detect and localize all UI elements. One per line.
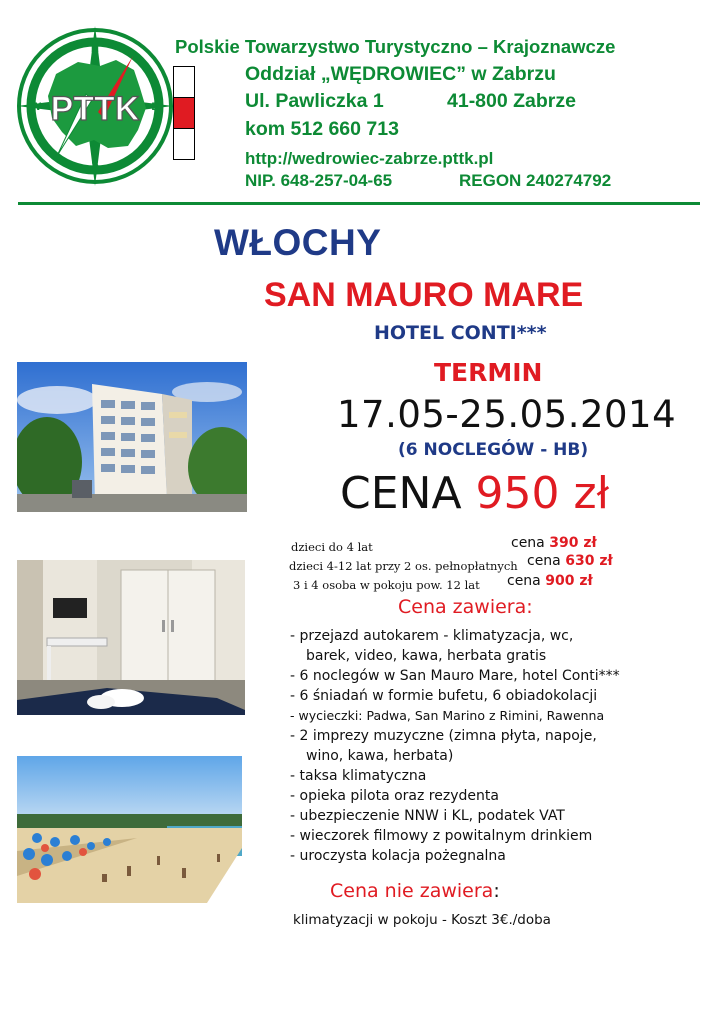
zip-city: 41-800 Zabrze xyxy=(447,90,576,112)
excludes-title xyxy=(330,880,500,902)
list-item: - 2 imprezy muzyczne (zimna płyta, napoje, xyxy=(290,728,597,744)
nights-info: (6 NOCLEGÓW - HB) xyxy=(398,440,589,460)
child-price-3 xyxy=(507,573,593,589)
compass-n: N xyxy=(91,43,99,55)
includes-title: Cena zawiera: xyxy=(398,596,533,618)
child-price-label-2: dzieci 4-12 lat przy 2 os. pełnopłatnych xyxy=(289,559,518,573)
resort-title: SAN MAURO MARE xyxy=(264,276,584,314)
compass-e: E xyxy=(151,101,159,113)
street-address: Ul. Pawliczka 1 xyxy=(245,90,384,112)
list-item: - taksa klimatyczna xyxy=(290,768,427,784)
nip-number: NIP. 648-257-04-65 xyxy=(245,171,393,190)
excludes-note: klimatyzacji w pokoju - Koszt 3€./doba xyxy=(293,912,551,928)
beach-photo xyxy=(17,756,242,903)
regon-number: REGON 240274792 xyxy=(459,171,612,190)
list-item: - ubezpieczenie NNW i KL, podatek VAT xyxy=(290,808,565,824)
child-price-2 xyxy=(527,553,613,569)
logo-text: PTTK xyxy=(50,90,140,128)
branch-name: Oddział „WĘDROWIEC” w Zabrzu xyxy=(245,63,556,85)
flag-decoration xyxy=(173,66,195,160)
excludes-title-text: Cena nie zawiera xyxy=(330,880,494,902)
price-value: 950 zł xyxy=(475,468,610,519)
term-label: TERMIN xyxy=(434,358,543,387)
list-item: - 6 śniadań w formie bufetu, 6 obiadokolacji xyxy=(290,688,598,704)
header-divider xyxy=(18,202,700,205)
child-price-word-2: cena xyxy=(527,553,561,569)
trip-dates: 17.05-25.05.2014 xyxy=(337,393,677,436)
list-item: - opieka pilota oraz rezydenta xyxy=(290,788,499,804)
includes-list xyxy=(290,626,710,866)
child-price-label-1: dzieci do 4 lat xyxy=(291,540,373,554)
price-label: CENA xyxy=(340,468,462,519)
list-item: - przejazd autokarem - klimatyzacja, wc, xyxy=(290,628,574,644)
child-price-value-2: 630 zł xyxy=(565,553,613,569)
hotel-name: HOTEL CONTI*** xyxy=(374,322,547,344)
compass-w: W xyxy=(30,101,42,113)
child-price-word-3: cena xyxy=(507,573,541,589)
hotel-room-photo xyxy=(17,560,245,715)
list-item: wino, kawa, herbata) xyxy=(306,748,454,764)
hotel-building-photo xyxy=(17,362,247,512)
child-price-word-1: cena xyxy=(511,535,545,551)
website-link[interactable]: http://wedrowiec-zabrze.pttk.pl xyxy=(245,149,494,168)
list-item: - wieczorek filmowy z powitalnym drinkiem xyxy=(290,828,593,844)
pttk-logo xyxy=(16,22,174,190)
list-item: - 6 noclegów w San Mauro Mare, hotel Conti*** xyxy=(290,668,620,684)
country-title: WŁOCHY xyxy=(214,222,382,263)
child-price-value-1: 390 zł xyxy=(549,535,597,551)
list-item: barek, video, kawa, herbata gratis xyxy=(306,648,547,664)
excludes-colon: : xyxy=(493,880,500,902)
price-heading xyxy=(340,468,609,519)
child-price-label-3: 3 i 4 osoba w pokoju pow. 12 lat xyxy=(293,578,480,592)
organization-name: Polskie Towarzystwo Turystyczno – Krajoznawcze xyxy=(175,36,616,57)
phone-number: kom 512 660 713 xyxy=(245,118,399,140)
child-price-1 xyxy=(511,535,597,551)
compass-s: S xyxy=(91,159,99,171)
list-item: - uroczysta kolacja pożegnalna xyxy=(290,848,506,864)
list-item: - wycieczki: Padwa, San Marino z Rimini, Rawenna xyxy=(290,708,605,723)
child-price-value-3: 900 zł xyxy=(545,573,593,589)
